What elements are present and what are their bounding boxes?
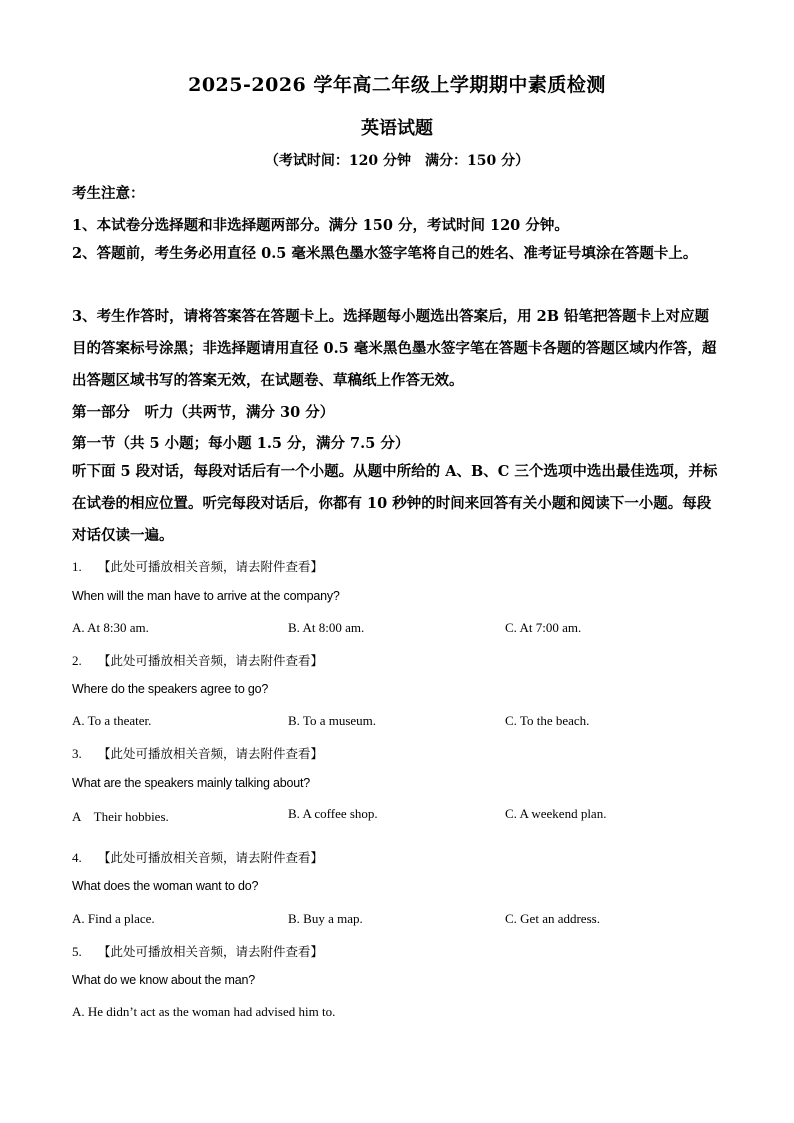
audio-placeholder: 【此处可播放相关音频，请去附件查看】 (98, 944, 324, 959)
note-item-1: 1、本试卷分选择题和非选择题两部分。满分 150 分，考试时间 120 分钟。 (72, 217, 569, 234)
question-number: 3. (72, 746, 82, 761)
question-number: 4. (72, 850, 82, 865)
section-part-heading: 第一部分 听力（共两节，满分 30 分） (72, 404, 335, 421)
audio-placeholder: 【此处可播放相关音频，请去附件查看】 (98, 850, 324, 865)
question-number: 5. (72, 944, 82, 959)
question-3-option-a[interactable]: A Their hobbies. (72, 809, 169, 824)
subsection-heading: 第一节（共 5 小题；每小题 1.5 分，满分 7.5 分） (72, 435, 410, 452)
question-1-option-b[interactable]: B. At 8:00 am. (288, 620, 365, 635)
question-5-audio[interactable] (72, 942, 323, 960)
note-item-2: 2、答题前，考生务必用直径 0.5 毫米黑色墨水签字笔将自己的姓名、准考证号填涂在答题卡上。 (72, 245, 698, 262)
question-3-option-b[interactable]: B. A coffee shop. (288, 806, 378, 821)
question-number: 2. (72, 653, 82, 668)
note-item-3: 3、考生作答时，请将答案答在答题卡上。选择题每小题选出答案后，用 2B 铅笔把答题卡上对应题目的答案标号涂黑；非选择题请用直径 0.5 毫米黑色墨水签字笔在答题卡各题的答题区域内作答，超出答题区域书写的答案无效，在试题卷、草稿纸上作答无效。 (72, 308, 717, 389)
exam-time-info: （考试时间：120 分钟 满分：150 分） (264, 153, 530, 169)
question-5-stem: What do we know about the man? (72, 973, 256, 987)
question-4-option-a[interactable]: A. Find a place. (72, 911, 155, 926)
question-3-option-c[interactable]: C. A weekend plan. (505, 806, 607, 821)
question-number: 1. (72, 559, 82, 574)
audio-placeholder: 【此处可播放相关音频，请去附件查看】 (98, 653, 324, 668)
question-4-option-b[interactable]: B. Buy a map. (288, 911, 363, 926)
question-3-stem: What are the speakers mainly talking about? (72, 776, 311, 790)
question-2-option-b[interactable]: B. To a museum. (288, 713, 377, 728)
section-instructions: 听下面 5 段对话，每段对话后有一个小题。从题中所给的 A、B、C 三个选项中选出最佳选项，并标在试卷的相应位置。听完每段对话后，你都有 10 秒钟的时间来回答有关小题和阅读下一小题。每段对话仅读一遍。 (72, 463, 718, 544)
question-5-option-a[interactable]: A. He didn’t act as the woman had advised him to. (72, 1004, 336, 1019)
exam-subject: 英语试题 (361, 118, 433, 139)
question-4-audio[interactable] (72, 848, 323, 866)
question-2-audio[interactable] (72, 651, 323, 669)
question-2-stem: Where do the speakers agree to go? (72, 682, 269, 696)
question-1-option-a[interactable]: A. At 8:30 am. (72, 620, 149, 635)
question-2-option-a[interactable]: A. To a theater. (72, 713, 152, 728)
audio-placeholder: 【此处可播放相关音频，请去附件查看】 (98, 746, 324, 761)
question-4-option-c[interactable]: C. Get an address. (505, 911, 600, 926)
question-2-option-c[interactable]: C. To the beach. (505, 713, 590, 728)
exam-title: 2025-2026 学年高二年级上学期期中素质检测 (188, 74, 606, 96)
question-1-stem: When will the man have to arrive at the company? (72, 589, 340, 603)
question-4-stem: What does the woman want to do? (72, 879, 259, 893)
question-1-option-c[interactable]: C. At 7:00 am. (505, 620, 582, 635)
question-1-audio[interactable] (72, 557, 323, 575)
audio-placeholder: 【此处可播放相关音频，请去附件查看】 (98, 559, 324, 574)
question-3-audio[interactable] (72, 744, 323, 762)
notes-heading: 考生注意： (72, 185, 145, 202)
